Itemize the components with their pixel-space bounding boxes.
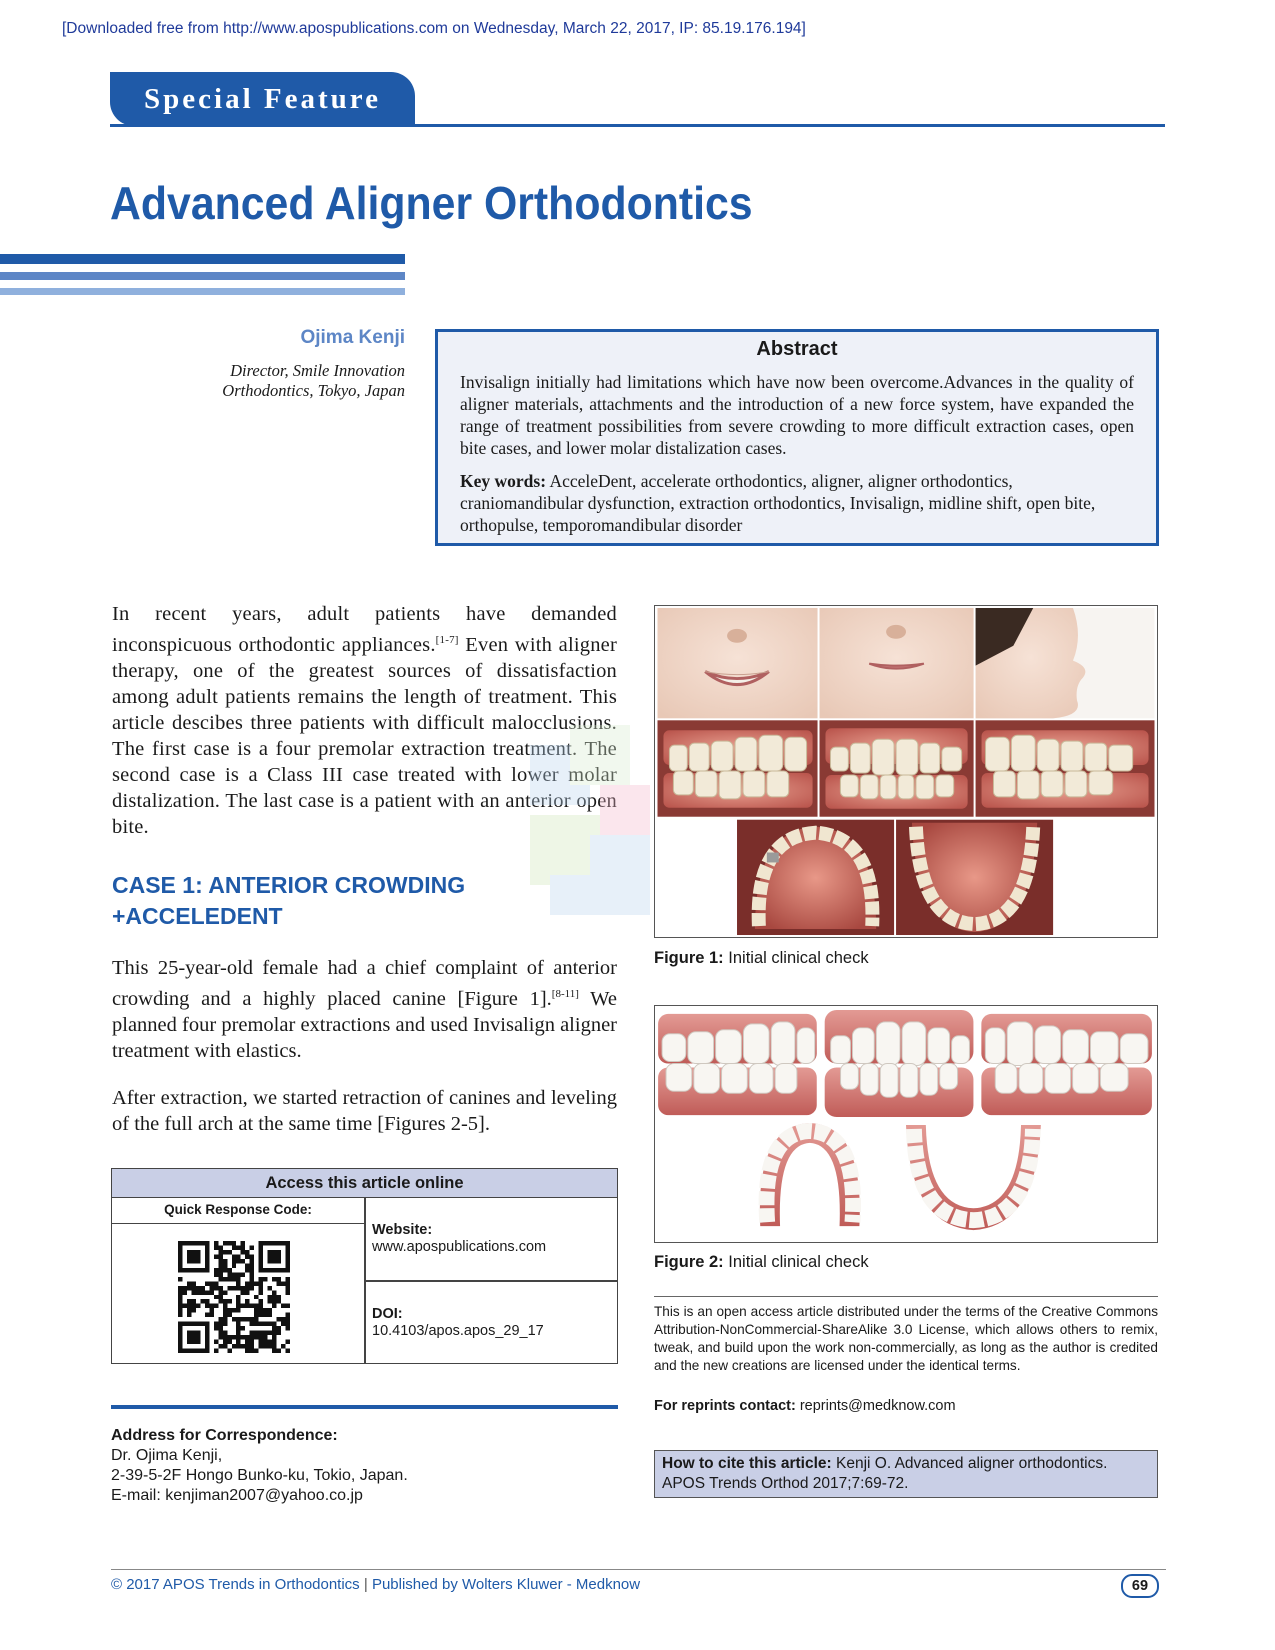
occlusal-photo-upper: [737, 820, 894, 935]
figure-1-caption-text: Initial clinical check: [728, 949, 869, 967]
case1-heading: [112, 870, 465, 932]
section-label: Special Feature: [144, 83, 381, 115]
keywords: [460, 470, 1134, 536]
case1-heading-line2: +ACCELEDENT: [112, 903, 283, 929]
intro-text-cont: Even with aligner therapy, one of the greatest sources of dissatisfaction among adult patients remains the length of treatment. This article descibes three patients with difficult malocclusions. The first case is a four premolar extraction treatment. The second case is a Class III case treated with lower molar distalization. The last case is a patient with an anterior open bite.: [112, 633, 617, 838]
case1-heading-line1: CASE 1: ANTERIOR CROWDING: [112, 872, 466, 898]
doi-cell: [372, 1306, 544, 1340]
section-tab: [110, 72, 415, 126]
footer-rule: [111, 1569, 1166, 1570]
title-stripe: [0, 254, 405, 264]
header-rule: [110, 124, 1165, 127]
face-photo-profile: [976, 608, 1155, 718]
correspondence-address: 2-39-5-2F Hongo Bunko-ku, Tokio, Japan.: [111, 1467, 408, 1484]
model-view-left: [981, 1014, 1152, 1115]
access-box-divider-h: [364, 1280, 617, 1282]
footer-separator: |: [363, 1576, 368, 1593]
abstract-box: [435, 329, 1159, 546]
reprints-label: For reprints contact:: [654, 1398, 796, 1414]
author-name: Ojima Kenji: [300, 327, 405, 348]
case1-paragraph-2: After extraction, we started retraction of canines and leveling of the full arch at the same time [Figures 2-5].: [112, 1087, 617, 1135]
license-text: This is an open access article distributed under the terms of the Creative Commons Attribution-NonCommercial-ShareAlike 3.0 License, which allows others to remix, tweak, and build upon the work non-commercially, as long as the author is credited and the new creations are licensed under the identical terms.: [654, 1304, 1158, 1373]
figure-2-caption-text: Initial clinical check: [728, 1253, 869, 1271]
abstract-text: Invisalign initially had limitations which have now been overcome.Advances in the quality of aligner materials, attachments and the introduction of a new force system, have expanded the range of treatment possibilities from severe crowding to more difficult extraction cases, open bite cases, and lower molar distalization cases.: [460, 372, 1134, 458]
access-article-box: [111, 1168, 618, 1364]
qr-label: Quick Response Code:: [112, 1198, 364, 1224]
figure-1-label: Figure 1:: [654, 949, 724, 967]
citation-ref[interactable]: [1-7]: [435, 634, 459, 646]
citation-text: Kenji O. Advanced aligner orthodontics. APOS Trends Orthod 2017;7:69-72.: [662, 1455, 1108, 1492]
model-occlusal-lower: [906, 1125, 1041, 1230]
case1-text-cont: We planned four premolar extractions and used Invisalign aligner treatment with elastics.: [112, 987, 617, 1062]
face-photo-smile: [658, 608, 818, 718]
face-photo-rest: [820, 608, 974, 718]
correspondence-block: [111, 1426, 408, 1506]
occlusal-photo-lower: [896, 820, 1053, 935]
model-view-front: [825, 1010, 974, 1117]
correspondence-label: Address for Correspondence:: [111, 1427, 338, 1444]
intro-text: In recent years, adult patients have demanded inconspicuous orthodontic appliances.: [112, 603, 617, 656]
access-box-header: Access this article online: [112, 1169, 617, 1198]
article-title: Advanced Aligner Orthodontics: [110, 177, 753, 229]
figure-2-image: [654, 1005, 1158, 1243]
footer-publisher: Published by Wolters Kluwer - Medknow: [371, 1576, 641, 1593]
website-link[interactable]: www.apospublications.com: [372, 1239, 547, 1255]
abstract-heading: Abstract: [756, 338, 838, 360]
page-number: 69: [1121, 1574, 1159, 1598]
keywords-label: Key words:: [460, 471, 547, 491]
footer-journal: © 2017 APOS Trends in Orthodontics: [111, 1576, 360, 1593]
qr-code-icon[interactable]: [178, 1241, 290, 1353]
citation-ref[interactable]: [8-11]: [551, 988, 579, 1000]
title-stripe: [0, 272, 405, 280]
doi-value[interactable]: 10.4103/apos.apos_29_17: [372, 1323, 544, 1339]
title-stripe: [0, 288, 405, 295]
intraoral-photo-front: [820, 720, 974, 816]
license-rule: [654, 1296, 1158, 1297]
figure-2-caption: [654, 1253, 869, 1272]
model-occlusal-upper: [760, 1123, 860, 1226]
footer: [111, 1576, 640, 1593]
intraoral-photo-right: [658, 720, 818, 816]
doi-label: DOI:: [372, 1306, 403, 1322]
citation-label: How to cite this article:: [662, 1455, 832, 1472]
correspondence-name: Dr. Ojima Kenji,: [111, 1447, 223, 1464]
model-view-right: [658, 1014, 817, 1115]
reprints-email[interactable]: reprints@medknow.com: [799, 1398, 956, 1414]
case1-paragraph: [112, 955, 617, 1064]
keywords-list: AcceleDent, accelerate orthodontics, aligner, aligner orthodontics, craniomandibular dysfunction, extraction orthodontics, Invisalign, midline shift, open bite, orthopulse, temporomandibular disorder: [460, 471, 1096, 535]
figure-1-caption: [654, 949, 869, 968]
citation-box: [654, 1450, 1158, 1498]
correspondence-email[interactable]: E-mail: kenjiman2007@yahoo.co.jp: [111, 1487, 363, 1504]
figure-1-image: [654, 605, 1158, 938]
case1-text: This 25-year-old female had a chief complaint of anterior crowding and a highly placed canine [Figure 1].: [112, 957, 617, 1010]
figure-2-label: Figure 2:: [654, 1253, 724, 1271]
website-cell: [372, 1222, 546, 1256]
correspondence-rule: [111, 1405, 618, 1409]
download-note: [Downloaded free from http://www.apospublications.com on Wednesday, March 22, 2017, IP: 85.19.176.194]: [62, 20, 806, 37]
reprints-contact: [654, 1398, 956, 1414]
intraoral-photo-left: [976, 720, 1155, 816]
author-affiliation: Director, Smile Innovation Orthodontics, Tokyo, Japan: [222, 361, 405, 400]
website-label: Website:: [372, 1222, 433, 1238]
